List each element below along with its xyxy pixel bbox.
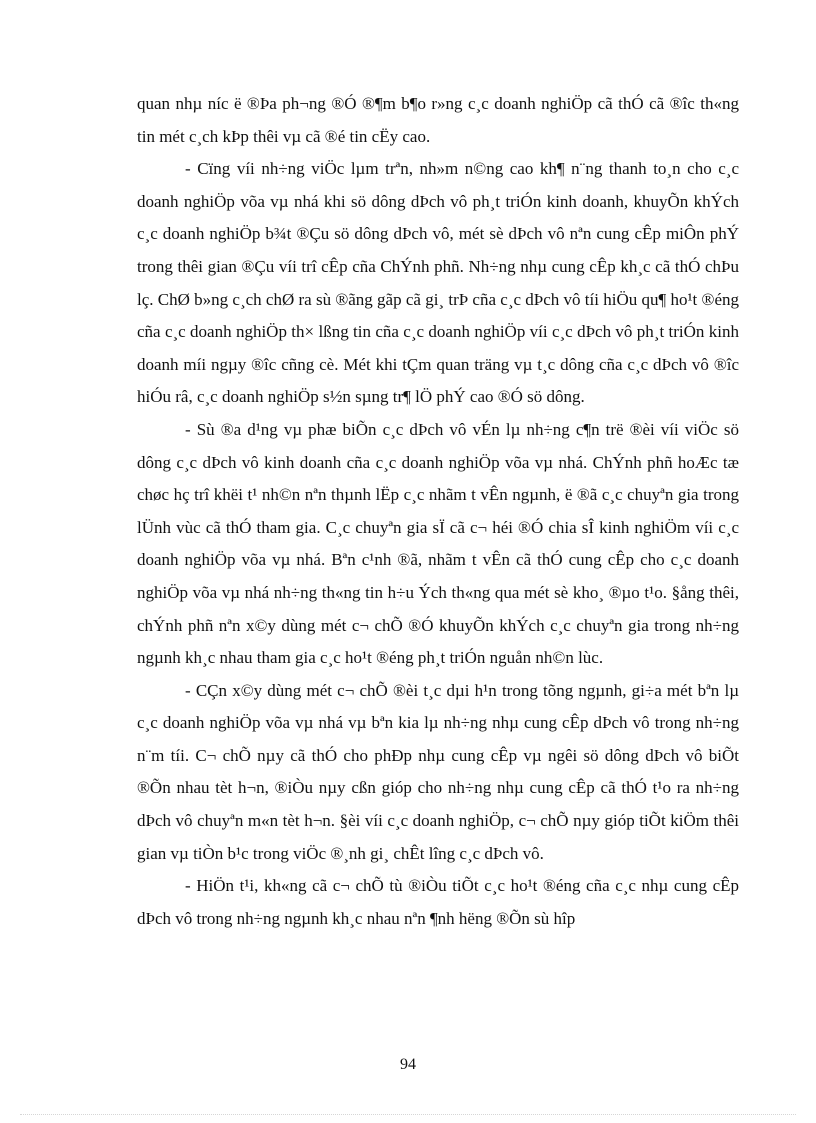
body-text — [137, 88, 739, 935]
paragraph-2: - Cïng víi nh÷ng viÖc lµm trªn, nh»m n©ng cao kh¶ n¨ng thanh to¸n cho c¸c doanh nghiÖp võa vµ nhá khi sö dông dÞch vô ph¸t triÓn kinh doanh, khuyÕn khÝch c¸c doanh nghiÖp b¾t ®Çu sö dông dÞch vô, mét sè dÞch vô nªn cung cÊp miÔn phÝ trong thêi gian ®Çu víi trî cÊp cña ChÝnh phñ. Nh÷ng nhµ cung cÊp kh¸c cã thÓ chÞu lç. ChØ b»ng c¸ch chØ ra sù ®ãng gãp cã gi¸ trÞ cña c¸c dÞch vô tíi hiÖu qu¶ ho¹t ®éng cña c¸c doanh nghiÖp th× lßng tin cña c¸c doanh nghiÖp víi c¸c dÞch vô ph¸t triÓn kinh doanh míi ngµy ®îc cñng cè. Mét khi tÇm quan träng vµ t¸c dông cña c¸c dÞch vô ®îc hiÓu râ, c¸c doanh nghiÖp s½n sµng tr¶ lÖ phÝ cao ®Ó sö dông. — [137, 159, 739, 407]
paragraph-5: - HiÖn t¹i, kh«ng cã c¬ chÕ tù ®iÒu tiÕt c¸c ho¹t ®éng cña c¸c nhµ cung cÊp dÞch vô trong nh÷ng ngµnh kh¸c nhau nªn ¶nh hëng ®Õn sù hîp — [137, 876, 739, 928]
paragraph-3: - Sù ®a d¹ng vµ phæ biÕn c¸c dÞch vô vÉn lµ nh÷ng c¶n trë ®èi víi viÖc sö dông c¸c dÞch vô kinh doanh cña c¸c doanh nghiÖp võa vµ nhá. ChÝnh phñ hoÆc tæ chøc hç trî khëi t¹ nh©n nªn thµnh lËp c¸c nhãm t vÊn ngµnh, ë ®ã c¸c chuyªn gia trong lÜnh vùc cã thÓ tham gia. C¸c chuyªn gia sÏ cã c¬ héi ®Ó chia sÎ kinh nghiÖm víi c¸c doanh nghiÖp võa vµ nhá. Bªn c¹nh ®ã, nhãm t vÊn cã thÓ cung cÊp cho c¸c doanh nghiÖp võa vµ nhá nh÷ng th«ng tin h÷u Ých th«ng qua mét sè kho¸ ®µo t¹o. §ång thêi, chÝnh phñ nªn x©y dùng mét c¬ chÕ ®Ó khuyÕn khÝch c¸c chuyªn gia trong nh÷ng ngµnh kh¸c nhau tham gia c¸c ho¹t ®éng ph¸t triÓn nguån nh©n lùc. — [137, 419, 739, 668]
footer-divider — [20, 1114, 796, 1115]
paragraph-1: quan nhµ níc ë ®Þa ph¬ng ®Ó ®¶m b¶o r»ng c¸c doanh nghiÖp cã thÓ cã ®îc th«ng tin mét c¸ch kÞp thêi vµ cã ®é tin cËy cao. — [137, 94, 739, 146]
page-number: 94 — [400, 1056, 416, 1073]
paragraph-4: - CÇn x©y dùng mét c¬ chÕ ®èi t¸c dµi h¹n trong tõng ngµnh, gi÷a mét bªn lµ c¸c doanh nghiÖp võa vµ nhá vµ bªn kia lµ nh÷ng nhµ cung cÊp dÞch vô trong nh÷ng n¨m tíi. C¬ chÕ nµy cã thÓ cho phÐp nhµ cung cÊp vµ ngêi sö dông dÞch vô biÕt ®Õn nhau tèt h¬n, ®iÒu nµy cßn gióp cho nh÷ng nhµ cung cÊp cã thÓ t¹o ra nh÷ng dÞch vô chuyªn m«n tèt h¬n. §èi víi c¸c doanh nghiÖp, c¬ chÕ nµy gióp tiÕt kiÖm thêi gian vµ tiÒn b¹c trong viÖc ®¸nh gi¸ chÊt lîng c¸c dÞch vô. — [137, 680, 739, 863]
